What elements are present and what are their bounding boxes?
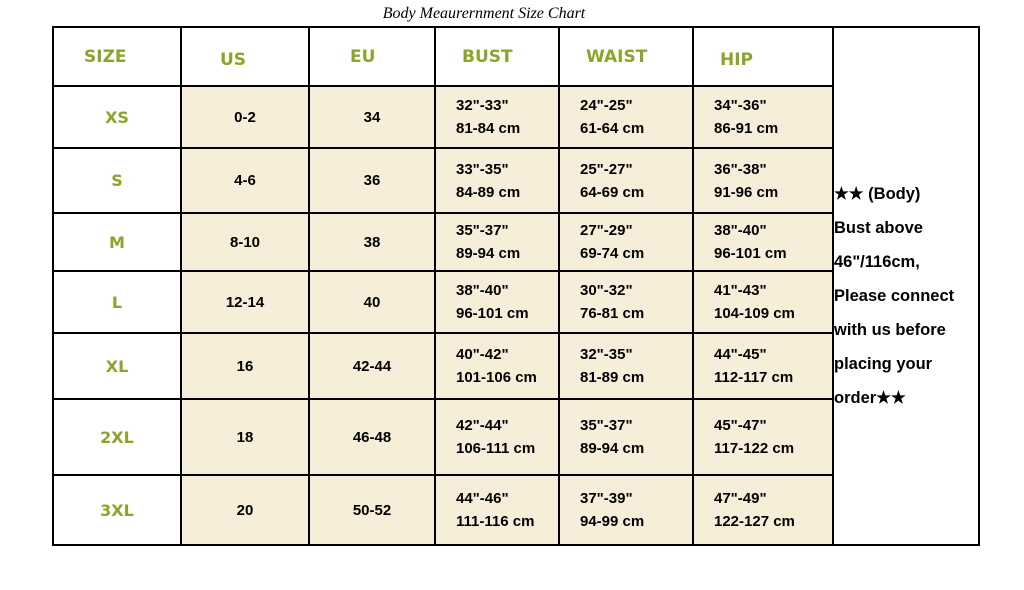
bust-cell: 35"-37" 89-94 cm <box>435 213 559 271</box>
size-cell: L <box>53 271 181 333</box>
header-row <box>53 27 979 86</box>
us-cell: 20 <box>181 475 309 545</box>
bust-cell: 44"-46" 111-116 cm <box>435 475 559 545</box>
note-line: Please connect <box>834 287 955 305</box>
us-cell: 16 <box>181 333 309 399</box>
waist-cell: 35"-37" 89-94 cm <box>559 399 693 475</box>
size-chart-table <box>52 26 980 546</box>
header-us: US <box>181 27 309 86</box>
bust-cell: 33"-35" 84-89 cm <box>435 148 559 213</box>
hip-cell: 44"-45" 112-117 cm <box>693 333 833 399</box>
bust-cell: 32"-33" 81-84 cm <box>435 86 559 148</box>
eu-cell: 38 <box>309 213 435 271</box>
note-cell <box>833 27 979 545</box>
size-cell: 3XL <box>53 475 181 545</box>
eu-cell: 50-52 <box>309 475 435 545</box>
eu-cell: 42-44 <box>309 333 435 399</box>
eu-cell: 40 <box>309 271 435 333</box>
note-line: Bust above <box>834 219 923 237</box>
hip-cell: 34"-36" 86-91 cm <box>693 86 833 148</box>
bust-cell: 38"-40" 96-101 cm <box>435 271 559 333</box>
header-eu: EU <box>309 27 435 86</box>
note-line: 46"/116cm, <box>834 253 920 271</box>
note-line: order★★ <box>834 389 906 407</box>
waist-cell: 25"-27" 64-69 cm <box>559 148 693 213</box>
us-cell: 4-6 <box>181 148 309 213</box>
note-line: ★★ (Body) <box>834 185 921 203</box>
size-cell: M <box>53 213 181 271</box>
eu-cell: 34 <box>309 86 435 148</box>
hip-cell: 38"-40" 96-101 cm <box>693 213 833 271</box>
bust-cell: 42"-44" 106-111 cm <box>435 399 559 475</box>
header-size: SIZE <box>53 27 181 86</box>
hip-cell: 47"-49" 122-127 cm <box>693 475 833 545</box>
hip-cell: 41"-43" 104-109 cm <box>693 271 833 333</box>
size-cell: 2XL <box>53 399 181 475</box>
note-line: with us before <box>834 321 946 339</box>
us-cell: 12-14 <box>181 271 309 333</box>
header-bust: BUST <box>435 27 559 86</box>
waist-cell: 30"-32" 76-81 cm <box>559 271 693 333</box>
size-cell: S <box>53 148 181 213</box>
us-cell: 8-10 <box>181 213 309 271</box>
bust-cell: 40"-42" 101-106 cm <box>435 333 559 399</box>
waist-cell: 24"-25" 61-64 cm <box>559 86 693 148</box>
size-cell: XS <box>53 86 181 148</box>
us-cell: 18 <box>181 399 309 475</box>
waist-cell: 32"-35" 81-89 cm <box>559 333 693 399</box>
chart-title-text: Body Meaurernment Size Chart <box>382 5 586 22</box>
size-cell: XL <box>53 333 181 399</box>
us-cell: 0-2 <box>181 86 309 148</box>
hip-cell: 45"-47" 117-122 cm <box>693 399 833 475</box>
waist-cell: 27"-29" 69-74 cm <box>559 213 693 271</box>
eu-cell: 46-48 <box>309 399 435 475</box>
hip-cell: 36"-38" 91-96 cm <box>693 148 833 213</box>
waist-cell: 37"-39" 94-99 cm <box>559 475 693 545</box>
eu-cell: 36 <box>309 148 435 213</box>
note-line: placing your <box>834 355 933 373</box>
chart-title <box>0 5 1024 23</box>
header-waist: WAIST <box>559 27 693 86</box>
header-hip: HIP <box>693 27 833 86</box>
